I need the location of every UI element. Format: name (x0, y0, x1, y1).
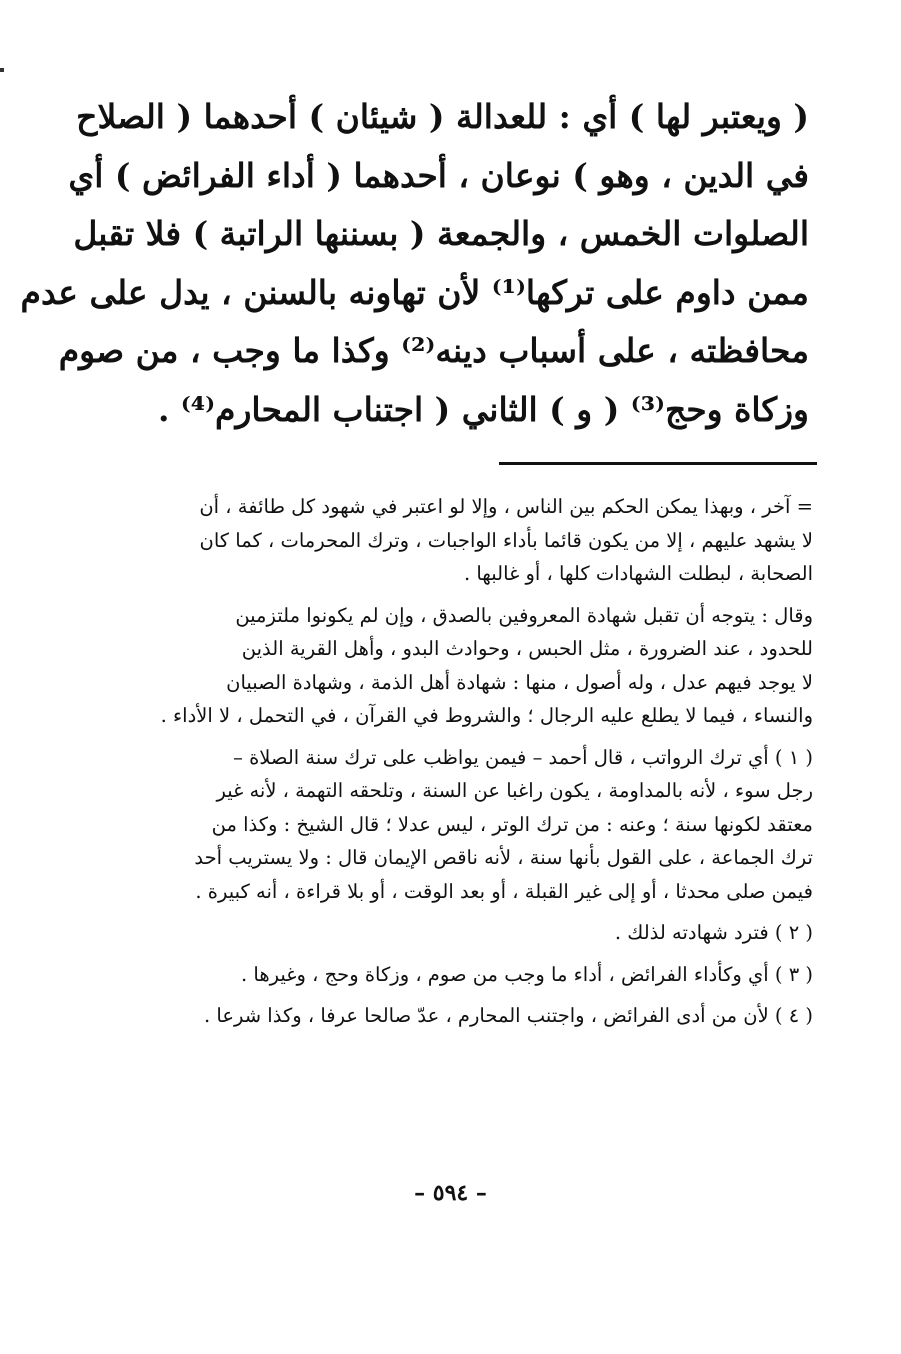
footnote-separator (499, 462, 817, 465)
footnote-line: ترك الجماعة ، على القول بأنها سنة ، لأنه ناقص الإيمان قال : ولا يستريب أحد (194, 846, 813, 869)
main-line: ممن داوم على تركها⁽¹⁾ لأن تهاونه بالسنن ، يدل على عدم (20, 272, 809, 312)
footnote-1 (83, 741, 813, 909)
footnote-line: لا يوجد فيهم عدل ، وله أصول ، منها : شهادة أهل الذمة ، وشهادة الصبيان (226, 670, 813, 694)
footnote-line: الصحابة ، لبطلت الشهادات كلها ، أو غالبها . (463, 562, 813, 585)
footnote-line: معتقد لكونها سنة ؛ وعنه : من ترك الوتر ، ليس عدلا ؛ قال الشيخ : وكذا من (211, 812, 813, 836)
main-line: وزكاة وحج⁽³⁾ ( و ) الثاني ( اجتناب المحارم⁽⁴⁾ . (157, 389, 809, 429)
main-line: الصلوات الخمس ، والجمعة ( بسننها الراتبة ) فلا تقبل (73, 214, 809, 253)
footnote-2: ( ٢ ) فترد شهادته لذلك . (614, 921, 813, 944)
main-line: محافظته ، على أسباب دينه⁽²⁾ وكذا ما وجب ، من صوم (58, 331, 809, 370)
footnote-4: ( ٤ ) لأن من أدى الفرائض ، واجتنب المحارم ، عدّ صالحا عرفا ، وكذا شرعا . (204, 1004, 813, 1027)
footnote-line: رجل سوء ، لأنه بالمداومة ، يكون راغبا عن السنة ، وتلحقه التهمة ، لأنه غير (216, 779, 813, 802)
footnote-line: لا يشهد عليهم ، إلا من يكون قائما بأداء الواجبات ، وترك المحرمات ، كما كان (199, 528, 813, 552)
footnote-line: فيمن صلى محدثا ، أو إلى غير القبلة ، أو بعد الوقت ، أو بلا قراءة ، أنه كبيرة . (195, 879, 813, 903)
footnote-line: للحدود ، عند الضرورة ، مثل الحبس ، وحوادث البدو ، وأهل القرية الذين (241, 637, 813, 660)
main-text-block (20, 88, 809, 439)
footnote-continued (83, 490, 813, 591)
footnote-qala (83, 599, 813, 733)
main-line: في الدين ، وهو ) نوعان ، أحدهما ( أداء الفرائض ) أي (68, 155, 809, 195)
scan-mark (0, 68, 4, 72)
footnote-line: ( ١ ) أي ترك الرواتب ، قال أحمد – فيمن يواظب على ترك سنة الصلاة – (233, 745, 813, 769)
footnote-line: والنساء ، فيما لا يطلع عليه الرجال ؛ والشروط في القرآن ، في التحمل ، لا الأداء . (160, 704, 813, 727)
footnote-line: وقال : يتوجه أن تقبل شهادة المعروفين بالصدق ، وإن لم يكونوا ملتزمين (235, 603, 813, 627)
page-number: – ٥٩٤ – (414, 1180, 487, 1206)
main-line: ( ويعتبر لها ) أي : للعدالة ( شيئان ) أحدهما ( الصلاح (76, 97, 809, 136)
footnotes-block (83, 490, 813, 1033)
footnote-3: ( ٣ ) أي وكأداء الفرائض ، أداء ما وجب من صوم ، وزكاة وحج ، وغيرها . (241, 962, 813, 986)
footnote-line: = آخر ، وبهذا يمكن الحكم بين الناس ، وإلا لو اعتبر في شهود كل طائفة ، أن (199, 495, 813, 518)
